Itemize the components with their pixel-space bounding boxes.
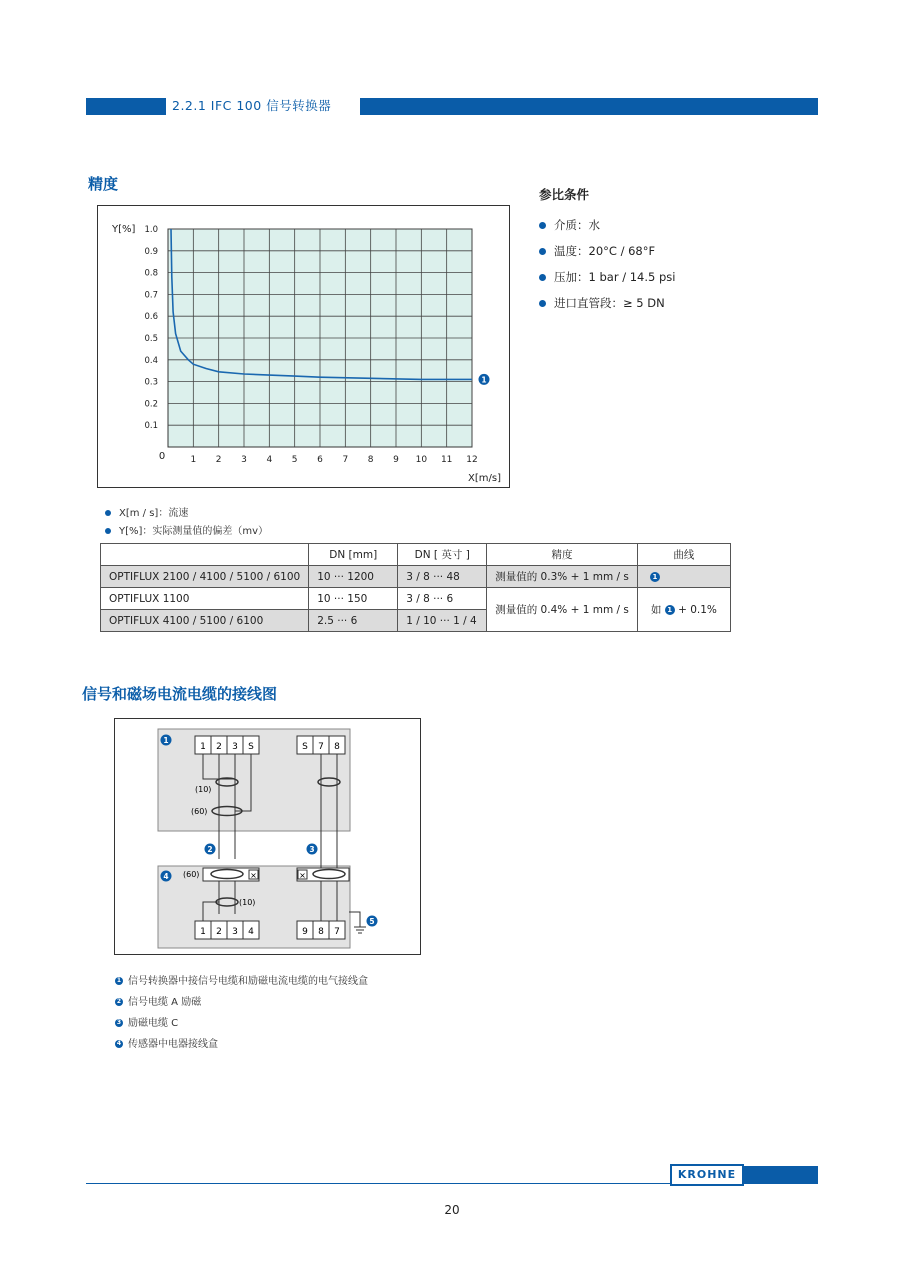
bullet-icon bbox=[539, 222, 546, 229]
terminal-label: 8 bbox=[318, 927, 324, 937]
y-tick-label: 0.4 bbox=[144, 355, 158, 366]
x-tick-label: 5 bbox=[291, 455, 298, 465]
terminal-label: 3 bbox=[232, 742, 238, 752]
x-tick-label: 9 bbox=[393, 455, 399, 465]
svg-text:×: × bbox=[299, 871, 306, 880]
legend-item: Y[%]：实际测量值的偏差（mv） bbox=[105, 522, 268, 537]
number-marker-icon: 1 bbox=[116, 977, 122, 984]
bullet-icon bbox=[539, 274, 546, 281]
row-dn-inch: 3 / 8 ··· 6 bbox=[398, 588, 487, 610]
label-10b: (10) bbox=[239, 898, 256, 907]
reference-list bbox=[539, 217, 675, 311]
row-dn-mm: 10 ··· 1200 bbox=[309, 566, 398, 588]
terminal-label: 3 bbox=[232, 927, 238, 937]
row-dn-inch: 1 / 10 ··· 1 / 4 bbox=[398, 610, 487, 632]
label-60: (60) bbox=[191, 807, 208, 816]
footer-accent-bar bbox=[740, 1166, 818, 1184]
y-axis-label: Y[%] bbox=[112, 224, 136, 235]
krohne-logo: KROHNE bbox=[670, 1164, 744, 1186]
curve-marker-icon: 1 bbox=[650, 572, 660, 582]
header-bar-right bbox=[360, 98, 818, 115]
accuracy-chart-frame bbox=[97, 205, 510, 488]
table-row bbox=[101, 588, 731, 610]
spec-header-dn-mm: DN [mm] bbox=[309, 544, 398, 566]
terminal-label: 7 bbox=[318, 742, 324, 752]
reference-item: 温度：20°C / 68°F bbox=[539, 243, 675, 259]
row-curve bbox=[637, 566, 730, 588]
number-marker-icon: 3 bbox=[116, 1019, 122, 1026]
reference-conditions bbox=[539, 185, 675, 321]
merged-curve-prefix: 如 bbox=[650, 604, 662, 616]
marker-2-icon bbox=[205, 844, 216, 855]
curve-marker-icon: 1 bbox=[665, 605, 675, 615]
x-tick-label: 8 bbox=[367, 455, 374, 465]
row-accuracy: 测量值的 0.3% + 1 mm / s bbox=[487, 566, 638, 588]
terminal-label: S bbox=[248, 742, 254, 752]
number-marker-icon: 2 bbox=[116, 998, 122, 1005]
terminal-block-1 bbox=[195, 736, 259, 754]
reference-item: 进口直管段：≥ 5 DN bbox=[539, 295, 675, 311]
spec-header-curve: 曲线 bbox=[637, 544, 730, 566]
page-number: 20 bbox=[444, 1203, 460, 1217]
row-dn-mm: 10 ··· 150 bbox=[309, 588, 398, 610]
row-model: OPTIFLUX 2100 / 4100 / 5100 / 6100 bbox=[101, 566, 309, 588]
chart-legend bbox=[105, 504, 268, 540]
accuracy-title: 精度 bbox=[88, 175, 119, 193]
label-60b: (60) bbox=[183, 870, 200, 879]
series-marker-label: 1 bbox=[481, 375, 487, 385]
terminal-label: 1 bbox=[200, 742, 206, 752]
terminal-label: 7 bbox=[334, 927, 340, 937]
svg-text:5: 5 bbox=[369, 917, 375, 926]
terminal-label: 4 bbox=[248, 927, 254, 937]
accuracy-chart bbox=[98, 206, 509, 487]
y-tick-label: 0.8 bbox=[144, 268, 158, 279]
terminal-label: S bbox=[302, 742, 308, 752]
marker-5-icon bbox=[367, 916, 378, 927]
x-tick-label: 12 bbox=[466, 455, 478, 465]
y-tick-label: 0.5 bbox=[144, 334, 158, 344]
x-tick-label: 11 bbox=[440, 455, 453, 465]
row-dn-mm: 2.5 ··· 6 bbox=[309, 610, 398, 632]
wiring-legend-item: 4 传感器中电器接线盒 bbox=[116, 1039, 218, 1050]
y-tick-label: 0.9 bbox=[144, 246, 158, 257]
y-tick-label: 0.1 bbox=[144, 421, 158, 432]
svg-text:3: 3 bbox=[309, 845, 315, 854]
x-tick-label: 1 bbox=[190, 455, 197, 465]
merged-curve bbox=[637, 588, 730, 632]
svg-text:2: 2 bbox=[207, 845, 213, 854]
x-tick-label: 7 bbox=[342, 455, 349, 465]
merged-curve-suffix: + 0.1% bbox=[678, 604, 717, 616]
wiring-legend-item: 2 信号电缆 A 励磁 bbox=[116, 997, 202, 1008]
spec-header-dn-inch: DN [ 英寸 ] bbox=[398, 544, 487, 566]
wiring-legend bbox=[115, 972, 368, 1056]
terminal-label: 8 bbox=[334, 742, 340, 752]
row-dn-inch: 3 / 8 ··· 48 bbox=[398, 566, 487, 588]
page-header-title: 2.2.1 IFC 100 信号转换器 bbox=[172, 98, 332, 113]
spec-header-model bbox=[101, 544, 309, 566]
y-tick-label: 0.2 bbox=[144, 399, 158, 410]
x-axis-label: X[m/s] bbox=[468, 473, 501, 484]
bullet-icon bbox=[105, 510, 111, 516]
wiring-title: 信号和磁场电流电缆的接线图 bbox=[82, 685, 278, 703]
marker-1-icon bbox=[161, 735, 172, 746]
origin-label: 0 bbox=[158, 451, 166, 462]
wiring-diagram-frame bbox=[114, 718, 421, 955]
svg-text:1: 1 bbox=[163, 736, 169, 745]
merged-accuracy: 测量值的 0.4% + 1 mm / s bbox=[487, 588, 638, 632]
terminal-block-4 bbox=[297, 921, 345, 939]
reference-item: 介质：水 bbox=[539, 217, 675, 233]
reference-item: 压加：1 bar / 14.5 psi bbox=[539, 269, 675, 285]
x-tick-label: 4 bbox=[266, 455, 273, 465]
header-bar-left bbox=[86, 98, 166, 115]
ground-icon bbox=[349, 912, 366, 933]
legend-item: X[m / s]：流速 bbox=[105, 504, 268, 519]
spec-table-header bbox=[101, 544, 731, 566]
terminal-label: 2 bbox=[216, 742, 222, 752]
wiring-legend-item: 1 信号转换器中接信号电缆和励磁电流电缆的电气接线盒 bbox=[116, 976, 368, 987]
marker-4-icon bbox=[161, 871, 172, 882]
svg-text:4: 4 bbox=[163, 872, 169, 881]
reference-title: 参比条件 bbox=[539, 187, 590, 202]
x-tick-label: 2 bbox=[215, 455, 222, 465]
row-model: OPTIFLUX 4100 / 5100 / 6100 bbox=[101, 610, 309, 632]
x-tick-label: 10 bbox=[415, 455, 428, 465]
y-tick-label: 0.7 bbox=[144, 290, 158, 301]
table-row bbox=[101, 566, 731, 588]
y-tick-label: 0.6 bbox=[144, 312, 158, 323]
bullet-icon bbox=[539, 248, 546, 255]
terminal-block-2 bbox=[297, 736, 345, 754]
label-10: (10) bbox=[195, 785, 212, 794]
terminal-block-3 bbox=[195, 921, 259, 939]
spec-table bbox=[100, 543, 731, 632]
spec-header-accuracy: 精度 bbox=[487, 544, 638, 566]
row-model: OPTIFLUX 1100 bbox=[101, 588, 309, 610]
terminal-label: 2 bbox=[216, 927, 222, 937]
bullet-icon bbox=[539, 300, 546, 307]
terminal-label: 9 bbox=[302, 927, 308, 937]
svg-text:×: × bbox=[250, 871, 257, 880]
wiring-legend-item: 3 励磁电缆 C bbox=[116, 1018, 179, 1029]
wiring-diagram bbox=[115, 719, 420, 954]
terminal-label: 1 bbox=[200, 927, 206, 937]
bullet-icon bbox=[105, 528, 111, 534]
x-tick-label: 3 bbox=[241, 455, 247, 465]
x-tick-label: 6 bbox=[317, 455, 323, 465]
y-tick-label: 1.0 bbox=[144, 225, 158, 235]
y-tick-label: 0.3 bbox=[144, 377, 158, 388]
marker-3-icon bbox=[307, 844, 318, 855]
number-marker-icon: 4 bbox=[116, 1040, 122, 1047]
